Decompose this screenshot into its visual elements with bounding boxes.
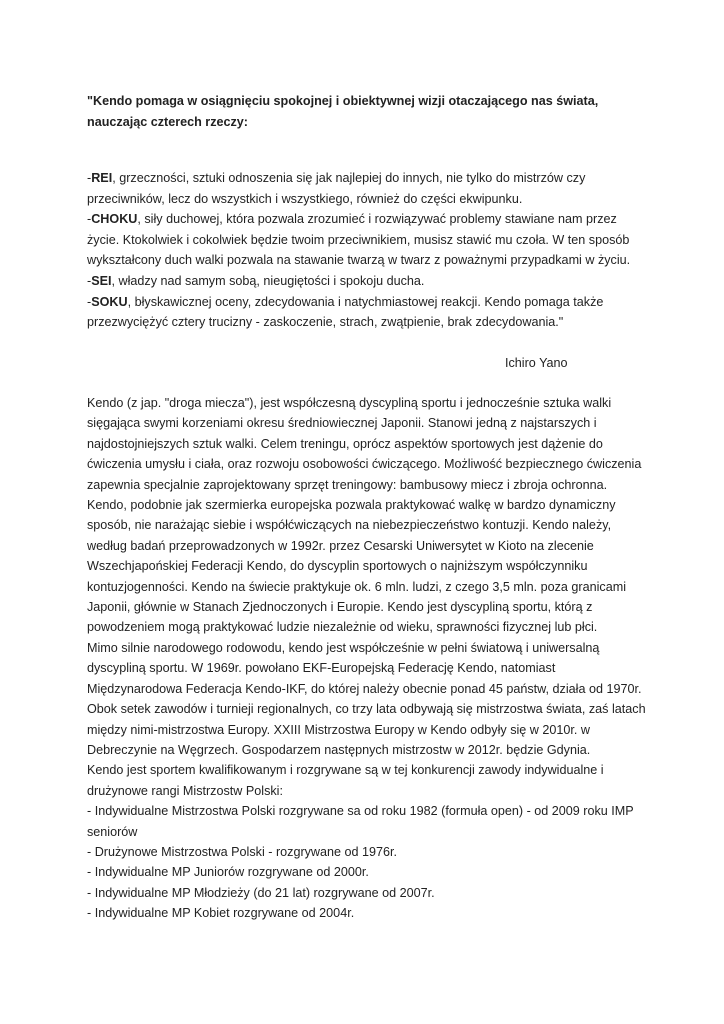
article-paragraph: Kendo (z jap. "droga miecza"), jest współczesną dyscypliną sportu i jednocześnie sztuka walki sięgająca swymi korzeniami okresu średniowiecznej Japonii. Stanowi jedną z najstarszych i najdostojniejszych sztuk walki. Celem treningu, oprócz aspektów sportowych jest dążenie do ćwiczenia umysłu i ciała, oraz rozwoju osobowości ćwiczącego. Możliwość bezpiecznego ćwiczenia zapewnia specjalnie zaprojektowany sprzęt treningowy: bambusowy miecz i zbroja ochronna. Kendo, podobnie jak szermierka europejska pozwala praktykować walkę w bardzo dynamiczny sposób, nie narażając siebie i współćwiczących na niebezpieczeństwo kontuzji. Kendo należy, według badań przeprowadzonych w 1992r. przez Cesarski Uniwersytet w Kioto na zlecenie Wszechjapońskiej Federacji Kendo, do dyscyplin sportowych o najniższym współczynniku kontuzjogenności. Kendo na świecie praktykuje ok. 6 mln. ludzi, z czego 3,5 mln. poza granicami Japonii, głównie w Stanach Zjednoczonych i Europie. Kendo jest dyscypliną sportu, którą z powodzeniem mogą praktykować ludzie niezależnie od wieku, sprawności fizycznej lub płci. bbox=[87, 396, 642, 635]
item-text: , władzy nad samym sobą, nieugiętości i spokoju ducha. bbox=[111, 273, 425, 288]
list-item: - Drużynowe Mistrzostwa Polski - rozgrywane od 1976r. bbox=[87, 844, 398, 859]
item-text: , siły duchowej, która pozwala zrozumieć i rozwiązywać problemy stawiane nam przez życie. Ktokolwiek i cokolwiek będzie twoim przeciwnikiem, musisz stawić mu czoła. W ten sposób wykształcony duch walki pozwala na stawanie twarzą w twarz z poważnymi przypadkami w życiu. bbox=[87, 212, 631, 268]
item-prefix: - bbox=[87, 212, 92, 227]
quote-item-rei bbox=[87, 168, 647, 209]
article-paragraph: Kendo jest sportem kwalifikowanym i rozgrywane są w tej konkurencji zawody indywidualne i drużynowe rangi Mistrzostw Polski: bbox=[87, 763, 604, 798]
list-item: - Indywidualne Mistrzostwa Polski rozgrywane sa od roku 1982 (formuła open) - od 2009 roku IMP seniorów bbox=[87, 804, 634, 839]
item-prefix: - bbox=[87, 273, 92, 288]
quote-item-choku bbox=[87, 209, 647, 271]
item-term: SOKU bbox=[91, 294, 128, 309]
quote-author: Ichiro Yano bbox=[505, 356, 568, 370]
list-item: - Indywidualne MP Juniorów rozgrywane od 2000r. bbox=[87, 865, 369, 880]
article-paragraph: Obok setek zawodów i turnieji regionalnych, co trzy lata odbywają się mistrzostwa świata, zaś latach między nimi-mistrzostwa Europy. XXIII Mistrzostwa Europy w Kendo odbyły się w 2010r. w Debreczynie na Węgrzech. Gospodarzem następnych mistrzostw w 2012r. będzie Gdynia. bbox=[87, 702, 646, 757]
item-term: CHOKU bbox=[91, 212, 138, 227]
article-paragraph: Mimo silnie narodowego rodowodu, kendo jest współcześnie w pełni światową i uniwersalną dyscypliną sportu. W 1969r. powołano EKF-Europejską Federację Kendo, natomiast Międzynarodowa Federacja Kendo-IKF, do której należy obecnie ponad 45 państw, działa od 1970r. bbox=[87, 640, 642, 696]
quote-body bbox=[87, 168, 647, 333]
quote-intro: "Kendo pomaga w osiągnięciu spokojnej i obiektywnej wizji otaczającego nas świata, nauczając czterech rzeczy: bbox=[87, 94, 599, 129]
list-item: - Indywidualne MP Kobiet rozgrywane od 2004r. bbox=[87, 906, 355, 921]
item-text: , błyskawicznej oceny, zdecydowania i natychmiastowej reakcji. Kendo pomaga także przezwyciężyć cztery trucizny - zaskoczenie, strach, zwątpienie, brak zdecydowania." bbox=[87, 294, 604, 330]
quote-item-soku bbox=[87, 292, 647, 333]
item-term: REI bbox=[91, 171, 113, 185]
list-item: - Indywidualne MP Młodzieży (do 21 lat) rozgrywane od 2007r. bbox=[87, 885, 435, 900]
item-prefix: - bbox=[87, 171, 92, 185]
item-text: , grzeczności, sztuki odnoszenia się jak najlepiej do innych, nie tylko do mistrzów czy przeciwników, lecz do wszystkich i wszystkiego, również do części ekwipunku. bbox=[87, 171, 586, 206]
quote-item-sei bbox=[87, 271, 647, 292]
article-body bbox=[87, 393, 647, 924]
item-prefix: - bbox=[87, 294, 92, 309]
item-term: SEI bbox=[91, 273, 112, 288]
